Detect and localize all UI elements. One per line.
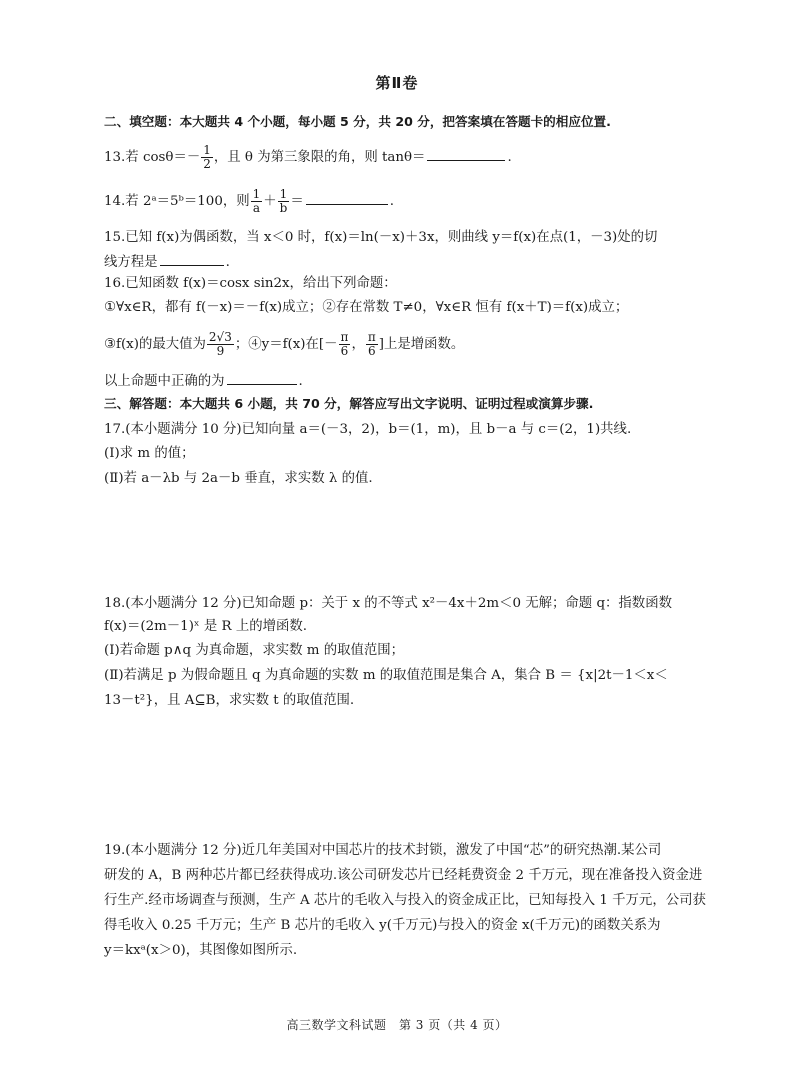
question-19-line1: 19.(本小题满分 12 分)近几年美国对中国芯片的技术封锁，激发了中国“芯”的研究热潮.某公司: [104, 843, 662, 858]
question-16-line1: 16.已知函数 f(x)＝cosx sin2x，给出下列命题：: [104, 276, 397, 291]
fraction: $\frac{\pi}{6}$: [367, 330, 376, 358]
question-18-part2-line2: 13－t²}，且 A⊆B，求实数 t 的取值范围.: [104, 693, 355, 708]
question-13: 13.若 cosθ＝－ $\frac{1}{2}$ ，且 θ 为第三象限的角，则 tanθ＝ .: [104, 143, 512, 171]
question-18-part1: (Ⅰ)若命题 p∧q 为真命题，求实数 m 的取值范围；: [104, 643, 405, 658]
section3-header: 三、解答题：本大题共 6 小题，共 70 分，解答应写出文字说明、证明过程或演算步骤.: [104, 396, 594, 411]
fraction: $\frac{1}{a}$: [252, 187, 261, 215]
answer-blank: [160, 251, 224, 266]
question-17-line1: 17.(本小题满分 10 分)已知向量 a＝(－3，2)，b＝(1，m)，且 b－a 与 c＝(2，1)共线.: [104, 422, 632, 437]
fraction: $\frac{1}{b}$: [279, 187, 288, 215]
question-15-line2: 线方程是 .: [104, 251, 736, 273]
answer-blank: [306, 190, 388, 205]
answer-blank: [227, 370, 297, 385]
question-19-line4: 得毛收入 0.25 千万元；生产 B 芯片的毛收入 y(千万元)与投入的资金 x(千万元)的函数关系为: [104, 918, 661, 933]
page-footer: 高三数学文科试题 第 3 页（共 4 页）: [286, 1018, 508, 1032]
question-16-line3: ③f(x)的最大值为 $\frac{2√3}{9}$ ；④y＝f(x)在[－ $\frac{\pi}{6}$ ， $\frac{\pi}{6}$ ]上是增函数。: [104, 330, 465, 358]
question-19-line3: 行生产.经市场调查与预测，生产 A 芯片的毛收入与投入的资金成正比，已知每投入 1 千万元，公司获: [104, 893, 706, 908]
fraction: $\frac{1}{2}$: [203, 143, 211, 171]
question-17-part2: (Ⅱ)若 a－λb 与 2a－b 垂直，求实数 λ 的值.: [104, 471, 373, 486]
page-title: 第Ⅱ卷: [375, 74, 419, 92]
question-16-line4: 以上命题中正确的为 .: [104, 370, 736, 392]
question-18-line2: f(x)＝(2m－1)ˣ 是 R 上的增函数.: [104, 619, 308, 634]
question-17-part1: (Ⅰ)求 m 的值；: [104, 446, 195, 461]
question-19-line2: 研发的 A，B 两种芯片都已经获得成功.该公司研发芯片已经耗费资金 2 千万元，现在准备投入资金进: [104, 868, 703, 883]
question-16-line2: ①∀x∈R，都有 f(－x)＝－f(x)成立；②存在常数 T≠0，∀x∈R 恒有 f(x＋T)＝f(x)成立；: [104, 300, 629, 315]
question-14: 14.若 2ᵃ＝5ᵇ＝100，则 $\frac{1}{a}$ ＋ $\frac{1}{b}$ ＝ .: [104, 187, 394, 215]
question-19-line5: y＝kxᵃ(x＞0)，其图像如图所示.: [104, 943, 298, 958]
answer-blank: [427, 146, 505, 161]
fraction: $\frac{2√3}{9}$: [208, 330, 232, 358]
question-18-line1: 18.(本小题满分 12 分)已知命题 p：关于 x 的不等式 x²－4x＋2m＜0 无解；命题 q：指数函数: [104, 596, 672, 611]
section2-header: 二、填空题：本大题共 4 个小题，每小题 5 分，共 20 分，把答案填在答题卡的相应位置.: [104, 114, 611, 129]
question-18-part2-line1: (Ⅱ)若满足 p 为假命题且 q 为真命题的实数 m 的取值范围是集合 A，集合 B ＝ {x|2t－1＜x＜: [104, 668, 668, 683]
fraction: $\frac{\pi}{6}$: [340, 330, 349, 358]
question-15-line1: 15.已知 f(x)为偶函数，当 x＜0 时，f(x)＝ln(－x)＋3x，则曲线 y＝f(x)在点(1，－3)处的切: [104, 230, 658, 245]
